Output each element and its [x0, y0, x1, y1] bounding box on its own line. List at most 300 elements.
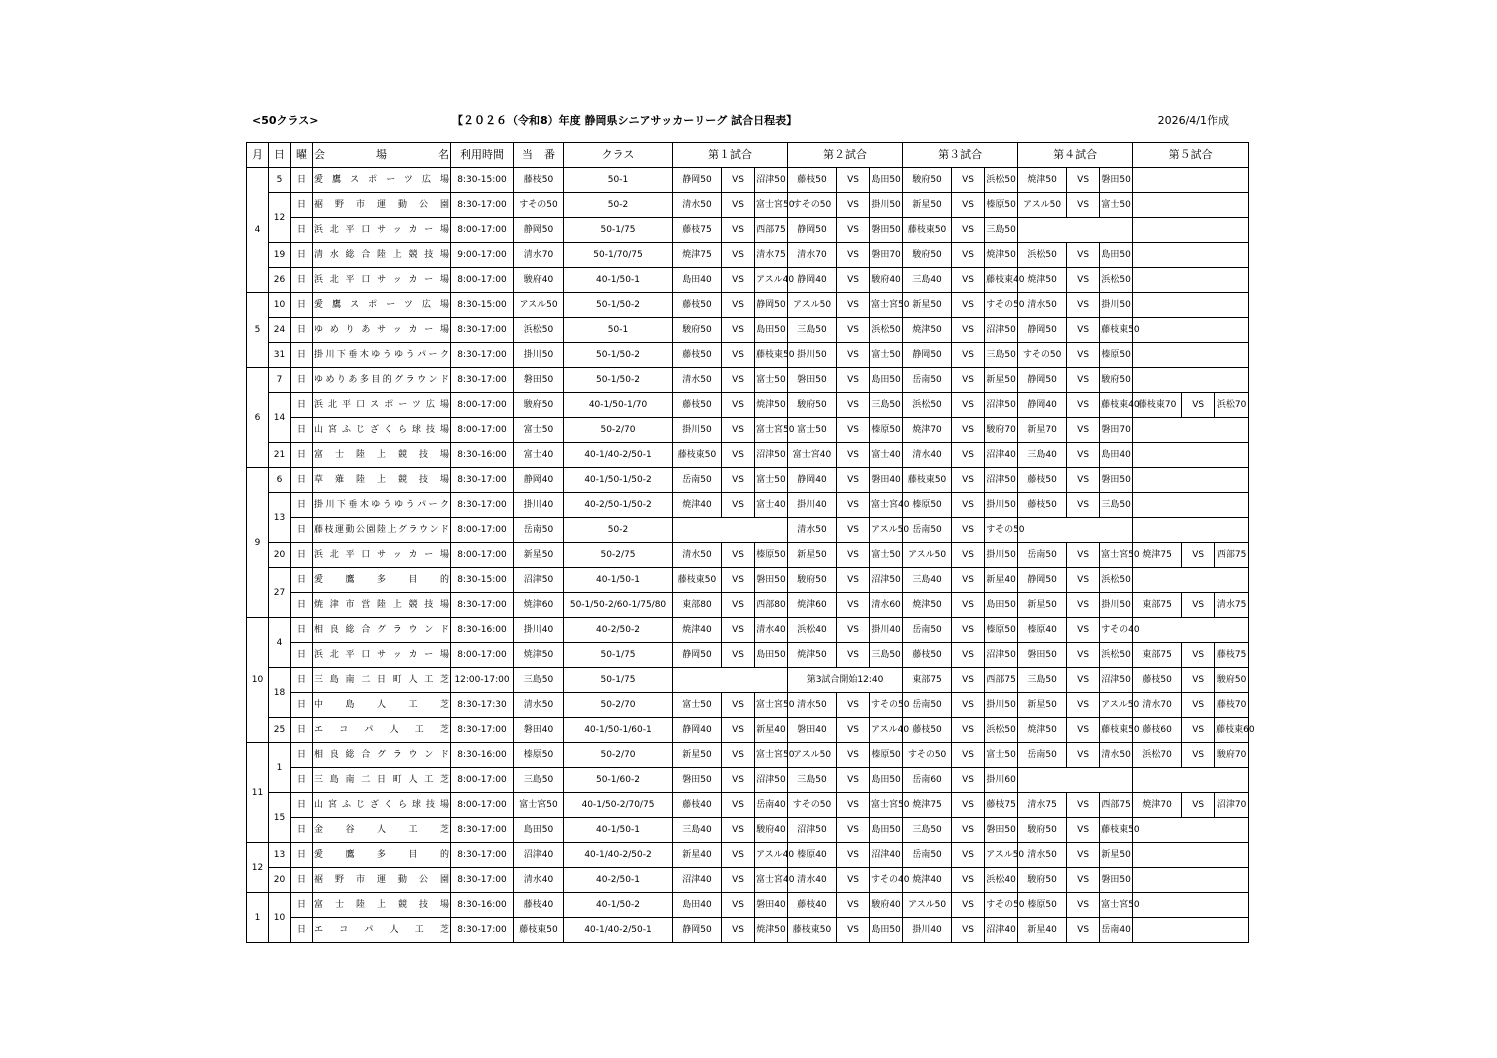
away-team: 沼津40: [985, 918, 1018, 943]
venue-cell: 中島人工芝: [313, 693, 451, 718]
vs-label: VS: [837, 618, 870, 643]
col-day: 日: [269, 143, 291, 168]
vs-label: VS: [952, 893, 985, 918]
away-team: すその40: [870, 868, 903, 893]
away-team: 島田50: [1100, 243, 1133, 268]
time-cell: 8:30-17:00: [451, 868, 514, 893]
vs-label: VS: [952, 518, 985, 543]
away-team: 掛川50: [985, 693, 1018, 718]
vs-label: VS: [952, 918, 985, 943]
weekday-cell: 日: [291, 843, 313, 868]
empty-match: [1133, 618, 1249, 643]
away-team: 新星40: [755, 718, 788, 743]
day-cell: 19: [269, 243, 291, 268]
col-class: クラス: [564, 143, 673, 168]
empty-match: [1133, 893, 1249, 918]
away-team: 掛川60: [985, 768, 1018, 793]
away-team: 清水75: [1215, 593, 1249, 618]
time-cell: 8:00-17:00: [451, 543, 514, 568]
away-team: 西部80: [755, 593, 788, 618]
time-cell: 8:00-17:00: [451, 418, 514, 443]
time-cell: 8:30-15:00: [451, 168, 514, 193]
home-team: 磐田50: [788, 368, 837, 393]
day-cell: 5: [269, 168, 291, 193]
away-team: 富士宮50: [1100, 893, 1133, 918]
home-team: アスル50: [788, 743, 837, 768]
class-cell: 50-2/70: [564, 693, 673, 718]
away-team: 藤枝75: [985, 793, 1018, 818]
vs-label: VS: [952, 843, 985, 868]
day-cell: 12: [269, 193, 291, 243]
home-team: 岳南50: [903, 368, 952, 393]
vs-label: VS: [1067, 168, 1100, 193]
weekday-cell: 日: [291, 793, 313, 818]
vs-label: VS: [837, 693, 870, 718]
away-team: 三島50: [985, 218, 1018, 243]
weekday-cell: 日: [291, 318, 313, 343]
col-time: 利用時間: [451, 143, 514, 168]
month-cell: 6: [247, 368, 269, 468]
away-team: アスル40: [755, 268, 788, 293]
duty-cell: 清水70: [514, 243, 564, 268]
home-team: 三島40: [1018, 443, 1067, 468]
time-cell: 12:00-17:00: [451, 668, 514, 693]
away-team: 藤枝東50: [1100, 718, 1133, 743]
vs-label: VS: [1182, 643, 1215, 668]
class-cell: 50-1/75: [564, 668, 673, 693]
time-cell: 8:00-17:00: [451, 268, 514, 293]
vs-label: VS: [1067, 843, 1100, 868]
home-team: 静岡40: [788, 268, 837, 293]
class-cell: 50-1/50-2: [564, 343, 673, 368]
vs-label: VS: [952, 168, 985, 193]
schedule-row: [247, 868, 1249, 893]
away-team: 磐田70: [1100, 418, 1133, 443]
away-team: 三島50: [985, 343, 1018, 368]
vs-label: VS: [722, 643, 755, 668]
away-team: すその40: [1100, 618, 1133, 643]
away-team: 沼津50: [985, 468, 1018, 493]
day-cell: 6: [269, 468, 291, 493]
vs-label: VS: [837, 418, 870, 443]
away-team: 沼津50: [1100, 668, 1133, 693]
away-team: 三島50: [1100, 493, 1133, 518]
duty-cell: すその50: [514, 193, 564, 218]
duty-cell: 富士50: [514, 418, 564, 443]
time-cell: 8:30-17:30: [451, 693, 514, 718]
empty-match: [1133, 918, 1249, 943]
class-cell: 40-1/50-2/70/75: [564, 793, 673, 818]
home-team: 藤枝50: [673, 293, 722, 318]
time-cell: 8:30-17:00: [451, 918, 514, 943]
away-team: 富士50: [985, 743, 1018, 768]
time-cell: 9:00-17:00: [451, 243, 514, 268]
home-team: 新星40: [673, 843, 722, 868]
vs-label: VS: [837, 468, 870, 493]
away-team: 磐田40: [870, 468, 903, 493]
empty-match: [1133, 493, 1249, 518]
vs-label: VS: [722, 443, 755, 468]
away-team: 駿府50: [1100, 368, 1133, 393]
home-team: 三島50: [788, 768, 837, 793]
home-team: 駿府50: [788, 393, 837, 418]
empty-match: [673, 668, 788, 693]
away-team: すその50: [985, 893, 1018, 918]
class-cell: 50-2/70: [564, 743, 673, 768]
class-cell: 50-2: [564, 193, 673, 218]
class-cell: 40-1/40-2/50-1: [564, 918, 673, 943]
venue-cell: 焼津市営陸上競技場: [313, 593, 451, 618]
away-team: 島田50: [870, 368, 903, 393]
empty-match: [1133, 768, 1249, 793]
home-team: 東部80: [673, 593, 722, 618]
away-team: 富士宮50: [1100, 543, 1133, 568]
vs-label: VS: [722, 568, 755, 593]
away-team: 島田50: [755, 318, 788, 343]
schedule-row: [247, 643, 1249, 668]
home-team: 富士50: [673, 693, 722, 718]
venue-cell: 愛鷹多目的: [313, 568, 451, 593]
home-team: 島田40: [673, 268, 722, 293]
away-team: 藤枝東50: [755, 343, 788, 368]
away-team: 新星40: [985, 568, 1018, 593]
home-team: 三島40: [903, 268, 952, 293]
class-label: <50クラス>: [252, 114, 319, 127]
weekday-cell: 日: [291, 543, 313, 568]
schedule-row: [247, 218, 1249, 243]
vs-label: VS: [837, 518, 870, 543]
home-team: 榛原40: [1018, 618, 1067, 643]
duty-cell: 藤枝40: [514, 893, 564, 918]
vs-label: VS: [722, 843, 755, 868]
away-team: 磐田50: [1100, 868, 1133, 893]
away-team: 駿府70: [985, 418, 1018, 443]
away-team: 榛原50: [1100, 343, 1133, 368]
home-team: 清水50: [788, 693, 837, 718]
vs-label: VS: [1067, 668, 1100, 693]
away-team: 富士宮50: [755, 743, 788, 768]
home-team: 焼津50: [788, 643, 837, 668]
col-match-2: 第２試合: [788, 143, 903, 168]
vs-label: VS: [722, 493, 755, 518]
away-team: すその50: [985, 293, 1018, 318]
away-team: 沼津40: [870, 843, 903, 868]
away-team: 磐田50: [870, 218, 903, 243]
home-team: 清水50: [673, 193, 722, 218]
day-cell: 20: [269, 868, 291, 893]
duty-cell: 岳南50: [514, 518, 564, 543]
away-team: 沼津50: [755, 443, 788, 468]
vs-label: VS: [952, 368, 985, 393]
vs-label: VS: [722, 868, 755, 893]
away-team: 富士宮50: [755, 418, 788, 443]
weekday-cell: 日: [291, 293, 313, 318]
home-team: 浜松70: [1133, 743, 1182, 768]
class-cell: 40-1/50-1: [564, 268, 673, 293]
home-team: 三島50: [1018, 668, 1067, 693]
vs-label: VS: [722, 718, 755, 743]
vs-label: VS: [722, 168, 755, 193]
home-team: 藤枝東70: [1133, 393, 1182, 418]
vs-label: VS: [1067, 893, 1100, 918]
vs-label: VS: [837, 443, 870, 468]
empty-match: [1133, 568, 1249, 593]
away-team: 島田50: [870, 818, 903, 843]
home-team: すその50: [788, 793, 837, 818]
vs-label: VS: [837, 718, 870, 743]
vs-label: VS: [952, 318, 985, 343]
home-team: 掛川50: [788, 343, 837, 368]
vs-label: VS: [1067, 543, 1100, 568]
time-cell: 8:30-17:00: [451, 493, 514, 518]
empty-match: [1133, 443, 1249, 468]
home-team: 焼津40: [903, 868, 952, 893]
away-team: 西部75: [1215, 543, 1249, 568]
vs-label: VS: [722, 243, 755, 268]
empty-match: [1133, 343, 1249, 368]
away-team: 富士宮50: [870, 293, 903, 318]
home-team: 新星50: [903, 193, 952, 218]
day-cell: 21: [269, 443, 291, 468]
vs-label: VS: [952, 443, 985, 468]
home-team: 清水50: [1018, 293, 1067, 318]
away-team: 掛川50: [985, 543, 1018, 568]
col-match-4: 第４試合: [1018, 143, 1133, 168]
away-team: 島田50: [755, 643, 788, 668]
away-team: 三島50: [870, 643, 903, 668]
home-team: 岳南50: [903, 618, 952, 643]
day-cell: 20: [269, 543, 291, 568]
vs-label: VS: [952, 293, 985, 318]
vs-label: VS: [837, 543, 870, 568]
vs-label: VS: [952, 793, 985, 818]
home-team: 駿府50: [903, 243, 952, 268]
home-team: 藤枝50: [673, 393, 722, 418]
vs-label: VS: [837, 768, 870, 793]
time-cell: 8:30-17:00: [451, 818, 514, 843]
class-cell: 40-2/50-2: [564, 618, 673, 643]
away-team: 磐田70: [870, 243, 903, 268]
vs-label: VS: [1067, 293, 1100, 318]
schedule-row: [247, 268, 1249, 293]
schedule-row: [247, 618, 1249, 643]
vs-label: VS: [1067, 643, 1100, 668]
month-cell: 10: [247, 618, 269, 743]
vs-label: VS: [1067, 393, 1100, 418]
vs-label: VS: [837, 918, 870, 943]
class-cell: 50-1/75: [564, 643, 673, 668]
header-row: [247, 143, 1249, 168]
month-cell: 9: [247, 468, 269, 618]
home-team: 藤枝50: [673, 343, 722, 368]
away-team: 岳南40: [1100, 918, 1133, 943]
away-team: 掛川40: [870, 618, 903, 643]
home-team: 藤枝40: [788, 893, 837, 918]
venue-cell: 浜北平口サッカー場: [313, 268, 451, 293]
venue-cell: 浜北平口サッカー場: [313, 218, 451, 243]
schedule-row: [247, 468, 1249, 493]
home-team: 浜松40: [788, 618, 837, 643]
vs-label: VS: [1067, 343, 1100, 368]
away-team: 沼津50: [985, 318, 1018, 343]
vs-label: VS: [722, 218, 755, 243]
home-team: 藤枝東50: [673, 443, 722, 468]
schedule-row: [247, 918, 1249, 943]
away-team: 榛原50: [985, 193, 1018, 218]
home-team: 焼津70: [903, 418, 952, 443]
empty-match: [1133, 518, 1249, 543]
vs-label: VS: [837, 843, 870, 868]
vs-label: VS: [837, 168, 870, 193]
vs-label: VS: [952, 818, 985, 843]
home-team: 焼津75: [1133, 543, 1182, 568]
empty-match: [1133, 243, 1249, 268]
venue-cell: 相良総合グラウンド: [313, 743, 451, 768]
home-team: 静岡50: [1018, 568, 1067, 593]
vs-label: VS: [1067, 818, 1100, 843]
vs-label: VS: [722, 693, 755, 718]
col-match-3: 第３試合: [903, 143, 1018, 168]
home-team: 藤枝50: [1133, 668, 1182, 693]
away-team: 駿府40: [870, 893, 903, 918]
home-team: 榛原40: [788, 843, 837, 868]
class-cell: 40-1/40-2/50-1: [564, 443, 673, 468]
home-team: 静岡50: [673, 643, 722, 668]
schedule-row: [247, 393, 1249, 418]
away-team: アスル50: [985, 843, 1018, 868]
home-team: 藤枝50: [1018, 493, 1067, 518]
time-cell: 8:30-17:00: [451, 193, 514, 218]
vs-label: VS: [837, 293, 870, 318]
home-team: 清水50: [788, 518, 837, 543]
away-team: 島田40: [1100, 443, 1133, 468]
home-team: 静岡50: [1018, 368, 1067, 393]
venue-cell: 愛鷹スポーツ広場: [313, 168, 451, 193]
away-team: 藤枝東50: [1100, 818, 1133, 843]
schedule-row: [247, 518, 1249, 543]
home-team: すその50: [903, 743, 952, 768]
vs-label: VS: [1182, 393, 1215, 418]
vs-label: VS: [1182, 718, 1215, 743]
duty-cell: 磐田50: [514, 368, 564, 393]
home-team: 焼津50: [1018, 268, 1067, 293]
home-team: 藤枝75: [673, 218, 722, 243]
vs-label: VS: [722, 593, 755, 618]
venue-cell: 三島南二日町人工芝: [313, 768, 451, 793]
home-team: 駿府50: [1018, 818, 1067, 843]
away-team: 沼津40: [985, 443, 1018, 468]
day-cell: 14: [269, 393, 291, 443]
day-cell: 1: [269, 743, 291, 793]
away-team: 島田50: [985, 593, 1018, 618]
duty-cell: 浜松50: [514, 318, 564, 343]
class-cell: 50-1: [564, 318, 673, 343]
home-team: 新星50: [788, 543, 837, 568]
time-cell: 8:30-16:00: [451, 743, 514, 768]
vs-label: VS: [1067, 568, 1100, 593]
vs-label: VS: [722, 343, 755, 368]
weekday-cell: 日: [291, 918, 313, 943]
day-cell: 18: [269, 668, 291, 718]
weekday-cell: 日: [291, 668, 313, 693]
away-team: 浜松50: [870, 318, 903, 343]
duty-cell: 静岡50: [514, 218, 564, 243]
home-team: アスル50: [1018, 193, 1067, 218]
col-venue: 会 場 名: [313, 143, 451, 168]
home-team: 藤枝東50: [903, 218, 952, 243]
away-team: 藤枝東60: [1215, 718, 1249, 743]
away-team: 磐田50: [755, 568, 788, 593]
away-team: 磐田50: [1100, 168, 1133, 193]
duty-cell: 焼津60: [514, 593, 564, 618]
away-team: 島田50: [870, 168, 903, 193]
empty-match: [1018, 518, 1133, 543]
vs-label: VS: [952, 768, 985, 793]
empty-match: [1133, 193, 1249, 218]
home-team: 焼津50: [1018, 718, 1067, 743]
empty-match: [1133, 318, 1249, 343]
vs-label: VS: [952, 393, 985, 418]
away-team: 浜松50: [985, 718, 1018, 743]
away-team: 清水40: [755, 618, 788, 643]
vs-label: VS: [952, 643, 985, 668]
venue-cell: 愛鷹スポーツ広場: [313, 293, 451, 318]
vs-label: VS: [722, 193, 755, 218]
vs-label: VS: [722, 893, 755, 918]
vs-label: VS: [837, 793, 870, 818]
class-cell: 40-2/50-1: [564, 868, 673, 893]
time-cell: 8:30-16:00: [451, 443, 514, 468]
vs-label: VS: [837, 368, 870, 393]
month-cell: 11: [247, 743, 269, 843]
venue-cell: 富士陸上競技場: [313, 893, 451, 918]
away-team: 富士40: [755, 493, 788, 518]
vs-label: VS: [952, 543, 985, 568]
vs-label: VS: [952, 343, 985, 368]
class-cell: 50-1/70/75: [564, 243, 673, 268]
home-team: 富士宮40: [788, 443, 837, 468]
weekday-cell: 日: [291, 193, 313, 218]
home-team: 新星50: [1018, 593, 1067, 618]
duty-cell: 藤枝東50: [514, 918, 564, 943]
away-team: 榛原50: [755, 543, 788, 568]
venue-cell: 掛川下垂木ゆうゆうパーク: [313, 493, 451, 518]
away-team: 三島50: [870, 393, 903, 418]
duty-cell: 榛原50: [514, 743, 564, 768]
class-cell: 50-2/75: [564, 543, 673, 568]
time-cell: 8:30-17:00: [451, 343, 514, 368]
home-team: 岳南60: [903, 768, 952, 793]
vs-label: VS: [1182, 743, 1215, 768]
home-team: 富士50: [788, 418, 837, 443]
class-cell: 40-1/40-2/50-2: [564, 843, 673, 868]
class-cell: 50-1/50-2/60-1/75/80: [564, 593, 673, 618]
vs-label: VS: [1182, 543, 1215, 568]
duty-cell: 掛川40: [514, 493, 564, 518]
weekday-cell: 日: [291, 418, 313, 443]
home-team: すその50: [1018, 343, 1067, 368]
duty-cell: 沼津40: [514, 843, 564, 868]
home-team: 島田40: [673, 893, 722, 918]
class-cell: 40-1/50-1: [564, 568, 673, 593]
duty-cell: アスル50: [514, 293, 564, 318]
away-team: 島田50: [870, 918, 903, 943]
home-team: 駿府50: [788, 568, 837, 593]
away-team: 富士宮50: [870, 793, 903, 818]
home-team: 岳南50: [673, 468, 722, 493]
venue-cell: 浜北平口サッカー場: [313, 543, 451, 568]
vs-label: VS: [1067, 468, 1100, 493]
